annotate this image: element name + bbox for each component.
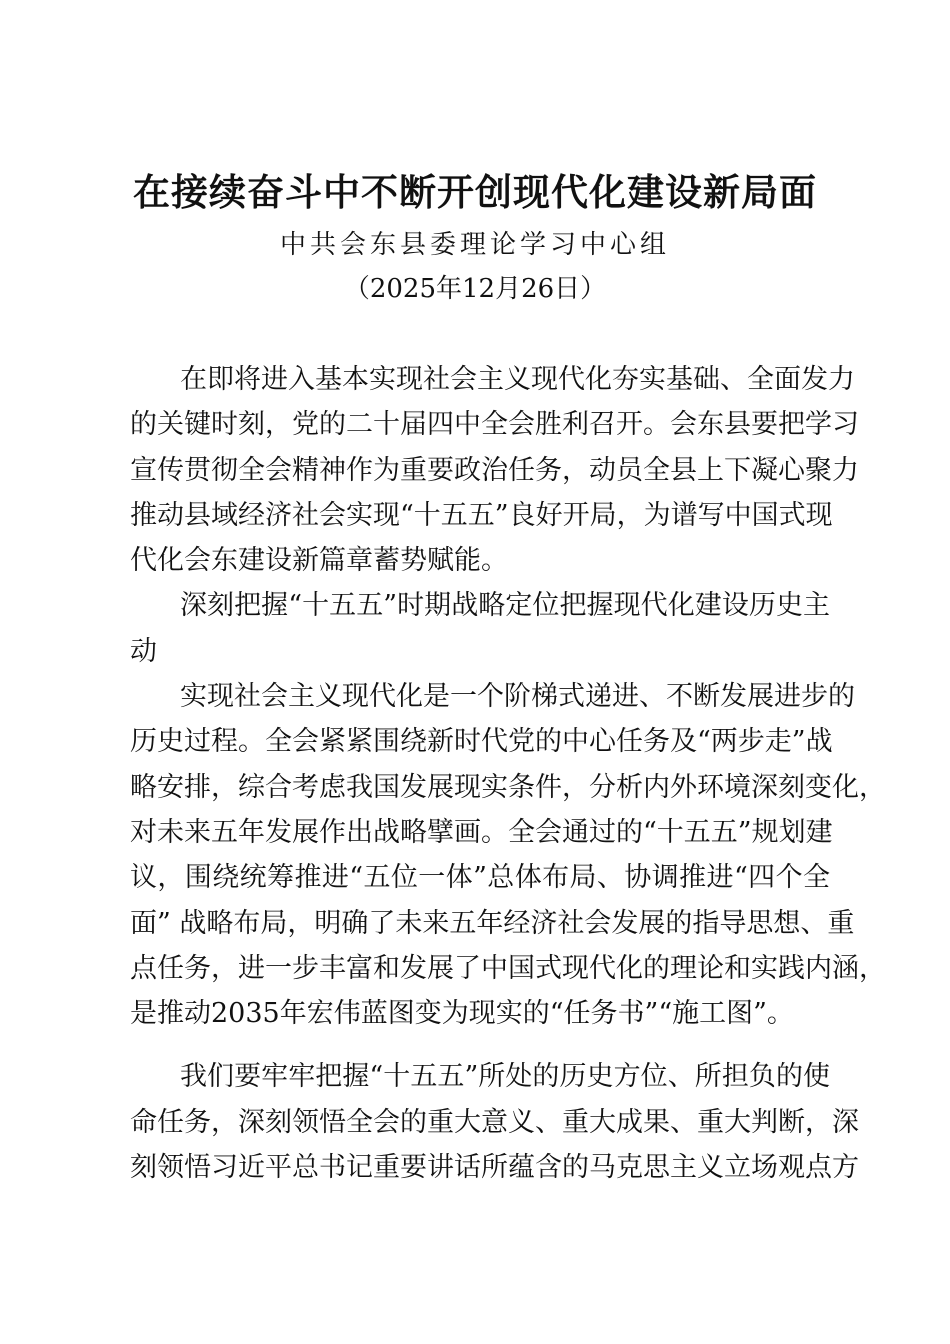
text-line: 点任务，进一步丰富和发展了中国式现代化的理论和实践内涵， — [130, 952, 886, 984]
text-line: 历史过程。全会紧紧围绕新时代党的中心任务及“两步走”战 — [130, 726, 833, 758]
text-line: 在即将进入基本实现社会主义现代化夯实基础、全面发力 — [180, 364, 855, 395]
text-line: 代化会东建设新篇章蓄势赋能。 — [130, 545, 508, 577]
text-line: 我们要牢牢把握“十五五”所处的历史方位、所担负的使 — [180, 1061, 830, 1093]
text-line: 实现社会主义现代化是一个阶梯式递进、不断发展进步的 — [180, 681, 855, 713]
text-line: 对未来五年发展作出战略擘画。全会通过的“十五五”规划建 — [130, 816, 833, 848]
paragraph — [130, 357, 859, 583]
document-author: 中共会东县委理论学习中心组 — [279, 230, 670, 260]
text-line: 的关键时刻，党的二十届四中全会胜利召开。会东县要把学习 — [130, 409, 859, 441]
text-line: 议，围绕统筹推进“五位一体”总体布局、协调推进“四个全 — [130, 862, 830, 894]
text-line: 命任务，深刻领悟全会的重大意义、重大成果、重大判断，深 — [130, 1106, 859, 1138]
text-line: 动 — [130, 635, 157, 667]
text-line: 宣传贯彻全会精神作为重要政治任务，动员全县上下凝心聚力 — [130, 454, 859, 486]
section-heading — [130, 583, 830, 674]
document-date: （2025年12月26日） — [343, 274, 607, 304]
text-line: 略安排，综合考虑我国发展现实条件，分析内外环境深刻变化， — [130, 771, 886, 803]
document-title: 在接续奋斗中不断开创现代化建设新局面 — [133, 170, 817, 214]
paragraph — [130, 1054, 859, 1190]
text-line: 是推动2035年宏伟蓝图变为现实的“任务书”“施工图”。 — [130, 998, 794, 1030]
text-line: 刻领悟习近平总书记重要讲话所蕴含的马克思主义立场观点方 — [130, 1152, 859, 1184]
text-line: 推动县域经济社会实现“十五五”良好开局，为谱写中国式现 — [130, 499, 833, 531]
text-line: 面” 战略布局，明确了未来五年经济社会发展的指导思想、重 — [130, 907, 855, 939]
paragraph — [130, 674, 886, 1036]
text-line: 深刻把握“十五五”时期战略定位把握现代化建设历史主 — [180, 590, 830, 622]
document-body — [130, 357, 886, 1190]
